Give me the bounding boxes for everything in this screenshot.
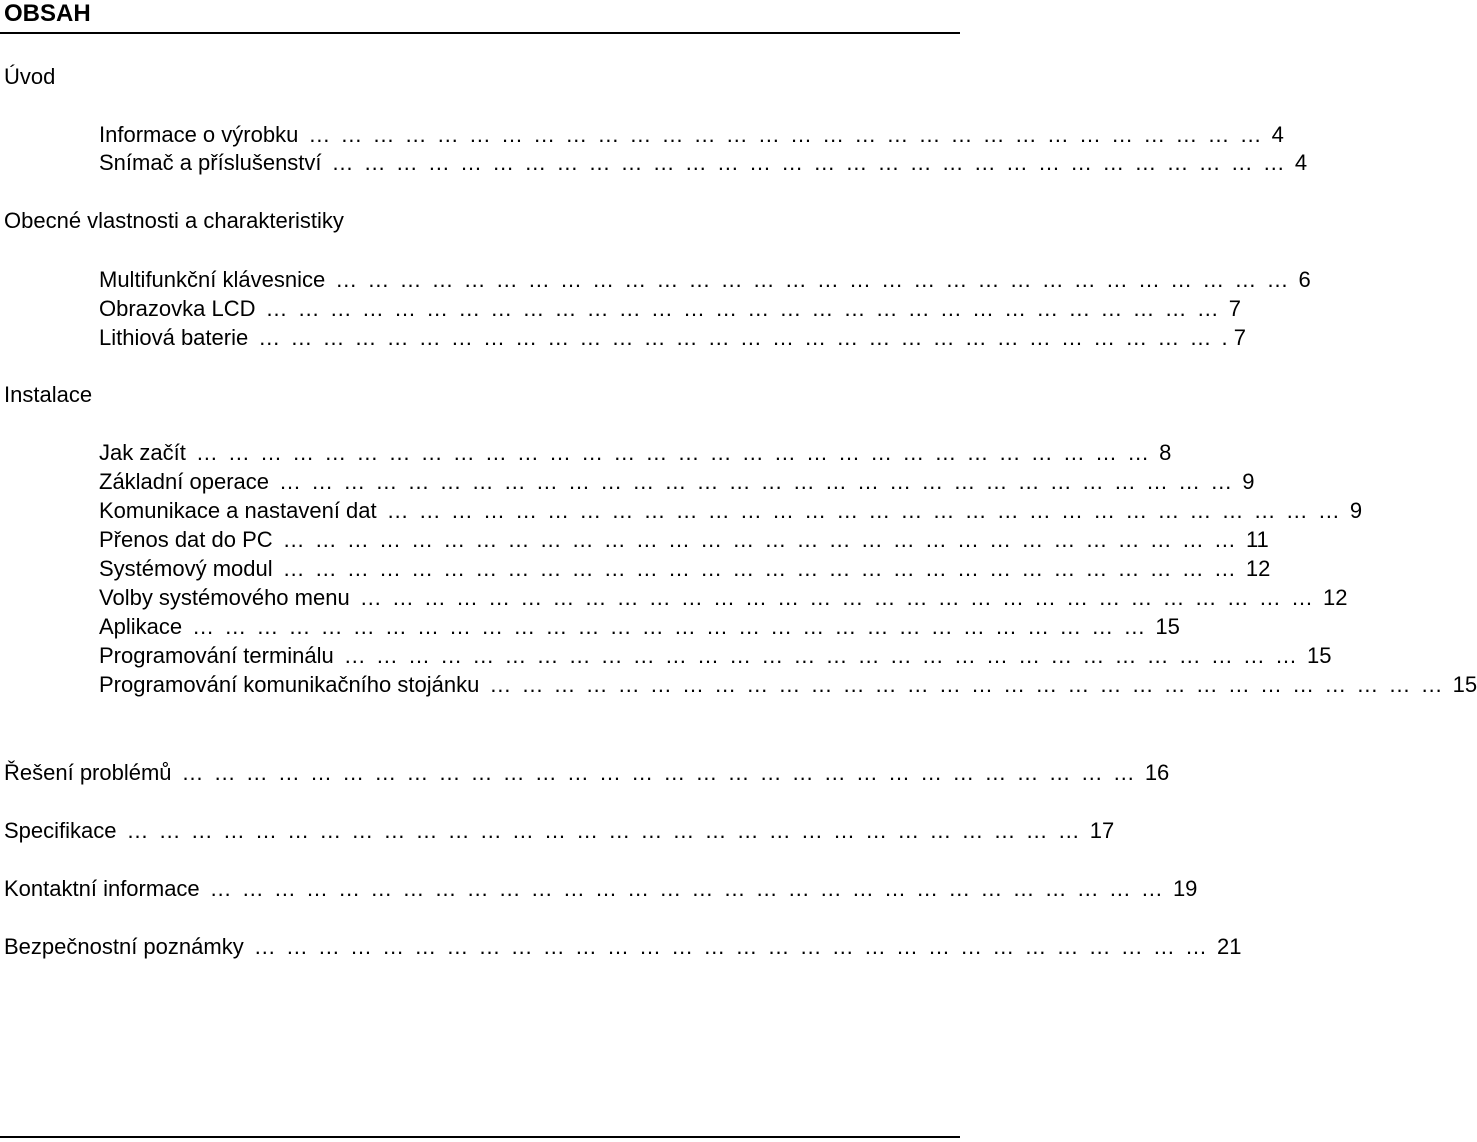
toc-entry-label: Programování terminálu <box>99 643 334 668</box>
toc-entry[interactable] <box>99 527 1269 553</box>
toc-entry-label: Jak začít <box>99 440 186 465</box>
toc-entry-label: Komunikace a nastavení dat <box>99 498 377 523</box>
toc-entry-label: Systémový modul <box>99 556 273 581</box>
toc-entry-page: 4 <box>1294 150 1308 175</box>
toc-entry-page: 16 <box>1144 760 1170 785</box>
toc-entry-page: 17 <box>1089 818 1115 843</box>
toc-entry[interactable] <box>4 760 1170 786</box>
dot-leader: … … … … … … … … … … … … … … … … … … … … … … … … … … … … … … <box>253 934 1209 959</box>
dot-leader: … … … … … … … … … … … … … … … … … … … … … … … … … … … … … … <box>335 267 1291 292</box>
toc-entry-label: Programování komunikačního stojánku <box>99 672 480 697</box>
toc-entry[interactable] <box>99 672 1477 698</box>
toc-entry-label: Bezpečnostní poznámky <box>4 934 244 959</box>
toc-entry[interactable] <box>4 876 1198 902</box>
toc-entry[interactable] <box>99 614 1180 640</box>
toc-entry[interactable] <box>99 585 1348 611</box>
toc-entry-page: . 7 <box>1221 325 1246 350</box>
dot-leader: … … … … … … … … … … … … … … … … … … … … … … … … … … … … … … <box>386 498 1342 523</box>
toc-entry-label: Lithiová baterie <box>99 325 249 350</box>
toc-entry-page: 11 <box>1245 527 1269 552</box>
toc-entry[interactable] <box>99 469 1255 495</box>
toc-entry[interactable] <box>99 267 1311 293</box>
dot-leader: … … … … … … … … … … … … … … … … … … … … … … … … … … … … … … <box>192 614 1148 639</box>
dot-leader: … … … … … … … … … … … … … … … … … … … … … … … … … … … … … … <box>359 585 1315 610</box>
toc-entry-page: 12 <box>1322 585 1348 610</box>
toc-entry-page: 15 <box>1307 643 1332 668</box>
toc-entry-page: 9 <box>1349 498 1363 523</box>
toc-entry[interactable] <box>99 440 1172 466</box>
dot-leader: … … … … … … … … … … … … … … … … … … … … … … … … … … … … … … <box>258 325 1214 350</box>
dot-leader: … … … … … … … … … … … … … … … … … … … … … … … … … … … … … … <box>181 760 1137 785</box>
toc-entry-page: 19 <box>1172 876 1198 901</box>
dot-leader: … … … … … … … … … … … … … … … … … … … … … … … … … … … … … … <box>195 440 1152 465</box>
section-heading-uvod: Úvod <box>4 64 56 89</box>
toc-entry-label: Snímač a příslušenství <box>99 150 322 175</box>
toc-entry-label: Kontaktní informace <box>4 876 200 901</box>
toc-entry-page: 21 <box>1216 934 1242 959</box>
dot-leader: … … … … … … … … … … … … … … … … … … … … … … … … … … … … … … <box>209 876 1165 901</box>
toc-entry[interactable] <box>99 325 1246 351</box>
toc-entry-label: Specifikace <box>4 818 117 843</box>
toc-entry-label: Volby systémového menu <box>99 585 350 610</box>
dot-leader: … … … … … … … … … … … … … … … … … … … … … … … … … … … … … … <box>343 643 1300 668</box>
toc-entry-page: 6 <box>1298 267 1311 292</box>
toc-entry-label: Multifunkční klávesnice <box>99 267 326 292</box>
toc-entry-page: 12 <box>1245 556 1271 581</box>
toc-entry-page: 15 <box>1155 614 1180 639</box>
dot-leader: … … … … … … … … … … … … … … … … … … … … … … … … … … … … … … <box>489 672 1445 697</box>
toc-entry[interactable] <box>99 296 1242 322</box>
toc-entry[interactable] <box>99 150 1308 176</box>
dot-leader: … … … … … … … … … … … … … … … … … … … … … … … … … … … … … … <box>308 122 1264 147</box>
section-heading-obecne: Obecné vlastnosti a charakteristiky <box>4 208 344 233</box>
page-title: OBSAH <box>4 0 91 27</box>
toc-entry-page: 9 <box>1242 469 1255 494</box>
title-rule <box>0 32 960 34</box>
toc-entry-label: Aplikace <box>99 614 183 639</box>
section-heading-instalace: Instalace <box>4 382 93 407</box>
toc-entry[interactable] <box>4 934 1242 960</box>
bottom-rule <box>0 1136 960 1138</box>
dot-leader: … … … … … … … … … … … … … … … … … … … … … … … … … … … … … … <box>282 556 1238 581</box>
dot-leader: … … … … … … … … … … … … … … … … … … … … … … … … … … … … … … <box>126 818 1082 843</box>
toc-entry-page: 4 <box>1271 122 1284 147</box>
toc-entry[interactable] <box>99 643 1332 669</box>
toc-entry-label: Řešení problémů <box>4 760 172 785</box>
toc-entry-page: 7 <box>1228 296 1242 321</box>
toc-entry-page: 15 <box>1452 672 1477 697</box>
dot-leader: … … … … … … … … … … … … … … … … … … … … … … … … … … … … … … <box>265 296 1221 321</box>
dot-leader: … … … … … … … … … … … … … … … … … … … … … … … … … … … … … … <box>282 527 1238 552</box>
toc-entry[interactable] <box>4 818 1115 844</box>
toc-entry[interactable] <box>99 556 1271 582</box>
toc-entry[interactable] <box>99 122 1284 148</box>
toc-entry[interactable] <box>99 498 1363 524</box>
toc-entry-label: Informace o výrobku <box>99 122 299 147</box>
dot-leader: … … … … … … … … … … … … … … … … … … … … … … … … … … … … … … <box>331 150 1287 175</box>
toc-entry-label: Obrazovka LCD <box>99 296 256 321</box>
toc-entry-page: 8 <box>1159 440 1172 465</box>
toc-entry-label: Základní operace <box>99 469 269 494</box>
toc-entry-label: Přenos dat do PC <box>99 527 273 552</box>
dot-leader: … … … … … … … … … … … … … … … … … … … … … … … … … … … … … … <box>279 469 1235 494</box>
